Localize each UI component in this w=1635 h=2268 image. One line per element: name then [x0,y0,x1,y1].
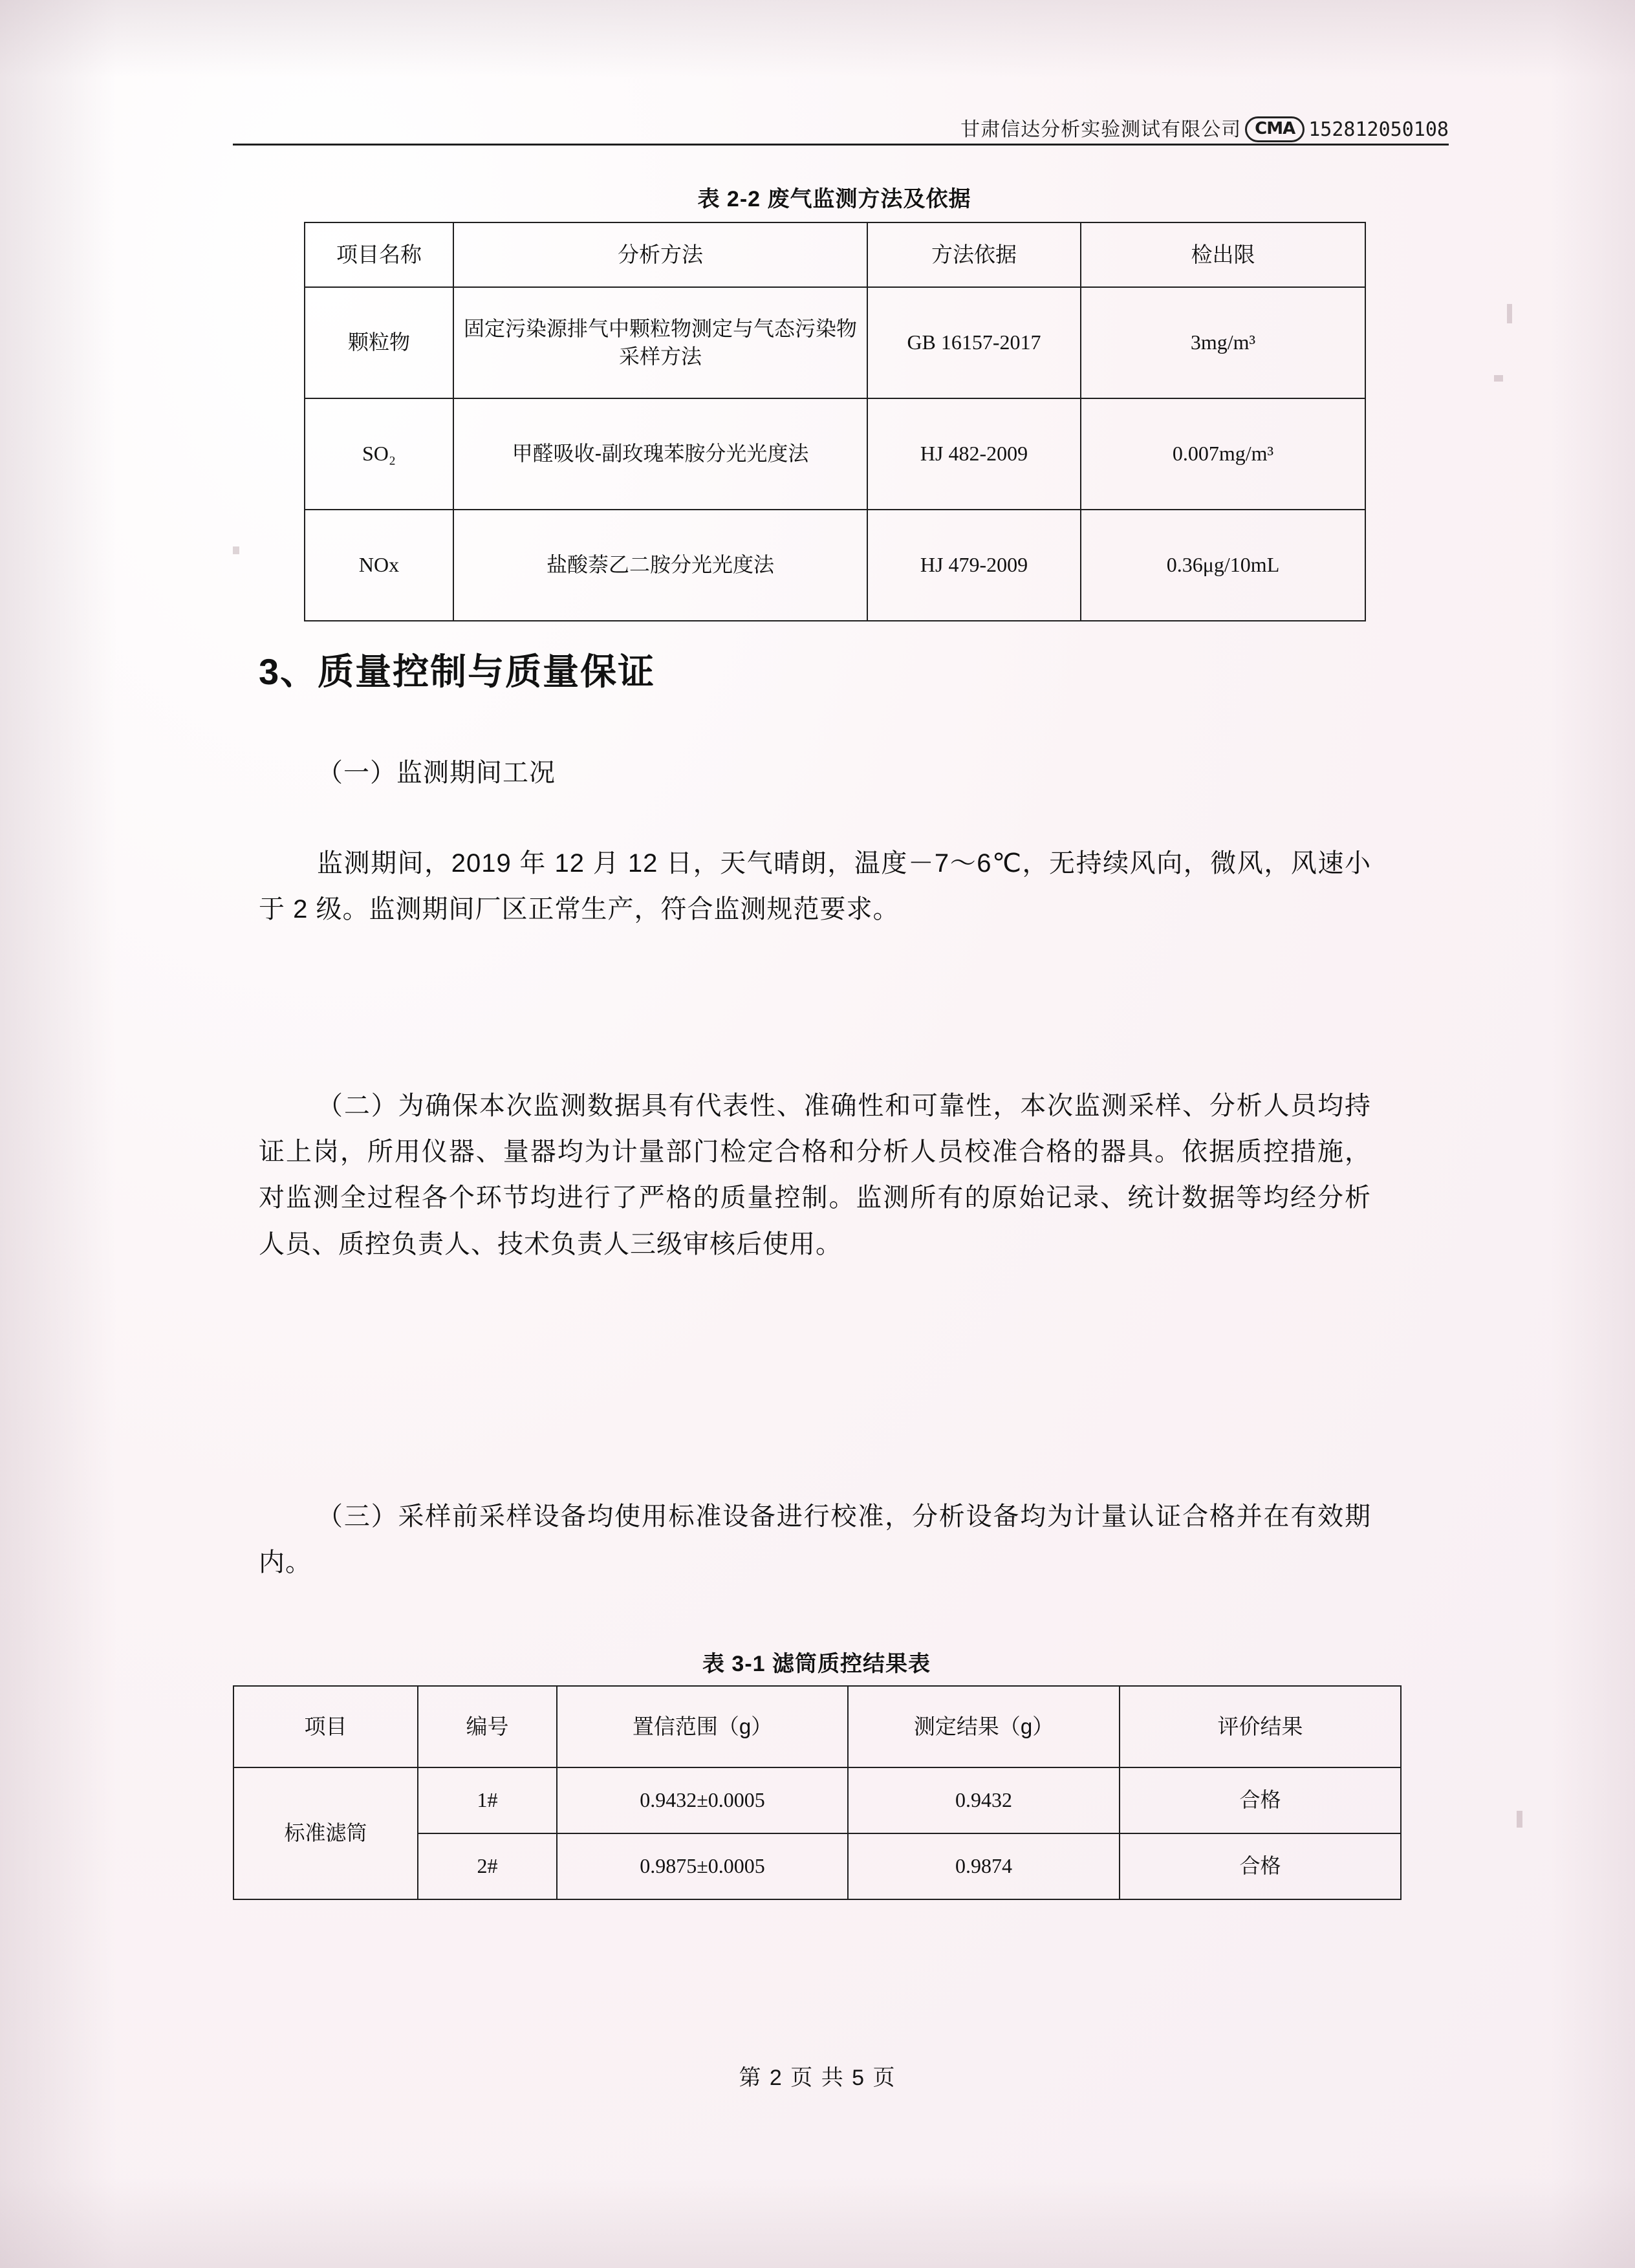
cell-item: NOx [305,510,453,621]
table-2-2-block [304,181,1365,621]
cell-measured: 0.9432 [848,1767,1120,1833]
col-header-item: 项目名称 [305,222,453,287]
section-heading: 3、质量控制与质量保证 [259,651,656,692]
table-header-row [305,222,1365,287]
cma-badge-icon: CMA [1245,116,1305,142]
col-header-number: 编号 [418,1686,557,1767]
col-header-method: 分析方法 [453,222,867,287]
table-2-2 [304,222,1366,621]
cell-method: 甲醛吸收-副玫瑰苯胺分光光度法 [453,398,867,510]
col-header-standard: 方法依据 [867,222,1081,287]
subsection-1-body: 监测期间，2019 年 12 月 12 日，天气晴朗，温度－7～6℃，无持续风向，微风，风速小于 2 级。监测期间厂区正常生产，符合监测规范要求。 [259,849,1371,924]
cell-item: SO₂ [305,398,453,510]
cell-detection-limit: 0.36μg/10mL [1081,510,1365,621]
scan-artifact [1517,1811,1522,1828]
cell-method: 盐酸萘乙二胺分光光度法 [453,510,867,621]
scan-artifact [1507,304,1512,323]
cell-standard: GB 16157-2017 [867,287,1081,398]
cell-evaluation: 合格 [1120,1767,1401,1833]
table-row [233,1767,1401,1833]
paper-shadow-left [0,0,116,2268]
subsection-1-title: （一）监测期间工况 [317,759,556,787]
paper-shadow-bottom [0,2177,1635,2268]
cma-number: 152812050108 [1308,118,1449,141]
table-row [305,287,1365,398]
paper-shadow-right [1551,0,1635,2268]
scan-artifact [1494,375,1503,382]
cell-item-standard-filter: 标准滤筒 [233,1767,418,1899]
cell-confidence-range: 0.9432±0.0005 [557,1767,848,1833]
company-name: 甘肃信达分析实验测试有限公司 [960,119,1242,140]
cell-standard: HJ 482-2009 [867,398,1081,510]
col-header-evaluation: 评价结果 [1120,1686,1401,1767]
cell-evaluation: 合格 [1120,1833,1401,1899]
page-header [763,113,1449,144]
cell-detection-limit: 3mg/m³ [1081,287,1365,398]
cell-detection-limit: 0.007mg/m³ [1081,398,1365,510]
page-footer: 第 2 页 共 5 页 [739,2066,896,2090]
table-header-row [233,1686,1401,1767]
table-row [305,510,1365,621]
cell-number: 2# [418,1833,557,1899]
col-header-detection-limit: 检出限 [1081,222,1365,287]
cell-measured: 0.9874 [848,1833,1120,1899]
header-divider [233,144,1449,146]
cell-confidence-range: 0.9875±0.0005 [557,1833,848,1899]
table-3-1-block [233,1646,1400,1900]
col-header-item: 项目 [233,1686,418,1767]
cell-method: 固定污染源排气中颗粒物测定与气态污染物采样方法 [453,287,867,398]
cell-number: 1# [418,1767,557,1833]
table-2-2-caption: 表 2-2 废气监测方法及依据 [697,187,971,211]
table-row [305,398,1365,510]
table-3-1-caption: 表 3-1 滤筒质控结果表 [702,1652,931,1676]
subsection-3-body: （三）采样前采样设备均使用标准设备进行校准，分析设备均为计量认证合格并在有效期内。 [259,1502,1371,1577]
col-header-confidence-range: 置信范围（g） [557,1686,848,1767]
paper-shadow-top [0,0,1635,78]
subsection-2-body: （二）为确保本次监测数据具有代表性、准确性和可靠性，本次监测采样、分析人员均持证上岗，所用仪器、量器均为计量部门检定合格和分析人员校准合格的器具。依据质控措施，对监测全过程各个环节均进行了严格的质量控制。监测所有的原始记录、统计数据等均经分析人员、质控负责人、技术负责人三级审核后使用。 [259,1092,1371,1258]
table-3-1 [233,1685,1402,1900]
col-header-measured-result: 测定结果（g） [848,1686,1120,1767]
scan-artifact [233,546,239,554]
cell-item: 颗粒物 [305,287,453,398]
cell-standard: HJ 479-2009 [867,510,1081,621]
